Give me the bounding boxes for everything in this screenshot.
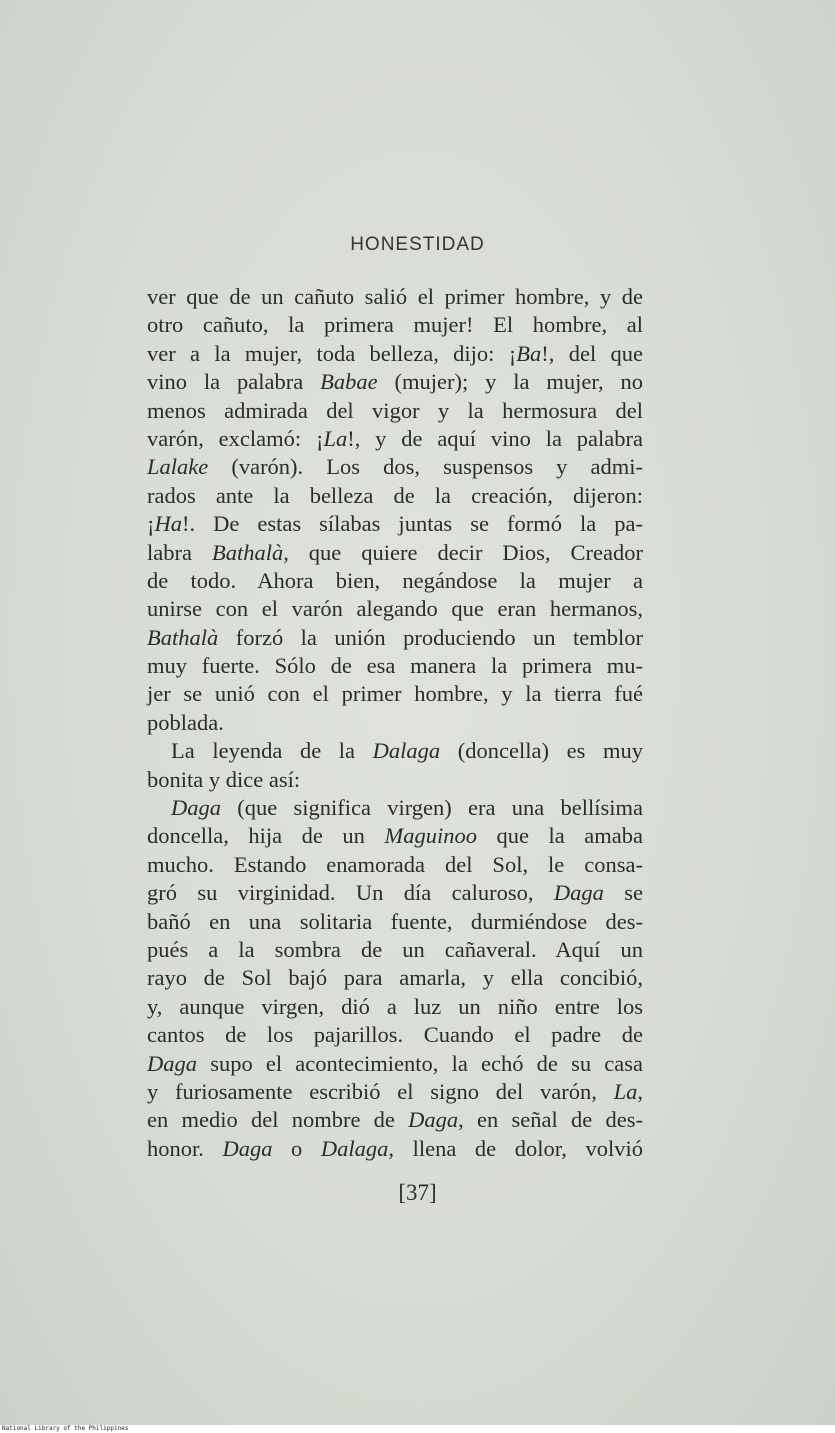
italic-term: La [323,425,348,451]
text-run: en medio del nombre de [147,1107,409,1133]
text-line [147,908,643,936]
italic-term: Daga [171,795,221,821]
text-run: rayo de Sol bajó para amarla, y ella concibió, [147,965,643,991]
text-run: que la amaba [476,823,643,849]
running-head: HONESTIDAD [350,234,485,255]
text-run: jer se unió con el primer hombre, y la tierra fué [147,681,643,707]
text-line [147,1078,643,1106]
text-run: !. De estas sílabas juntas se formó la pa- [182,511,643,537]
text-line [147,766,643,794]
italic-term: Bathalà [147,624,219,650]
text-line [147,1135,643,1163]
text-run: y, aunque virgen, dió a luz un niño entre los [147,993,643,1019]
text-run: honor. [147,1135,223,1161]
text-run: labra [147,539,212,565]
text-run: varón, exclamó: ¡ [147,425,324,451]
text-run: rados ante la belleza de la creación, dijeron: [147,482,643,508]
text-line [147,425,643,453]
text-line [147,453,643,481]
text-line [147,993,643,1021]
text-line [147,1021,643,1049]
italic-term: Daga [147,1050,197,1076]
text-run: vino la palabra [147,369,321,395]
text-run: se [603,880,643,906]
italic-term: Bathalà [211,539,284,565]
text-line [147,737,643,765]
text-run: cantos de los pajarillos. Cuando el padre de [147,1022,643,1048]
text-run: ver a la mujer, toda belleza, dijo: ¡ [147,340,517,366]
text-run: bonita y dice así: [147,766,301,792]
text-line [147,879,643,907]
text-run: ver que de un cañuto salió el primer hombre, y de [147,284,643,309]
text-run: poblada. [147,709,224,735]
text-run: La leyenda de la [171,738,373,764]
text-run: ¡ [147,511,155,537]
text-run: de todo. Ahora bien, negándose la mujer a [147,567,643,593]
text-line [147,652,643,680]
text-line [147,709,643,737]
text-run: menos admirada del vigor y la hermosura del [147,397,643,423]
text-line [147,340,643,368]
text-run: doncella, hija de un [147,823,385,849]
text-run: o [272,1135,321,1161]
text-run: !, y de aquí vino la palabra [347,425,643,451]
body-text [147,283,643,1163]
text-run: !, del que [541,340,644,366]
italic-term: Dalaga [320,1135,389,1161]
text-run: , [637,1078,643,1104]
text-run: forzó la unión produciendo un temblor [218,624,643,650]
text-line [147,624,643,652]
text-line [147,680,643,708]
italic-term: Dalaga [372,738,441,764]
text-line [147,1050,643,1078]
text-line [147,539,643,567]
text-run: supo el acontecimiento, la echó de su casa [197,1050,643,1076]
text-run: y furiosamente escribió el signo del varón, [147,1078,614,1104]
italic-term: Daga [553,880,604,906]
text-run: (varón). Los dos, suspensos y admi- [208,454,643,480]
text-line [147,1106,643,1134]
italic-term: Ha [154,511,182,537]
text-line [147,567,643,595]
text-run: , llena de dolor, volvió [388,1135,643,1161]
footer-credit: National Library of the Philippines [0,1425,835,1433]
text-run: (mujer); y la mujer, no [377,369,643,395]
text-line [147,510,643,538]
text-run: , en señal de des- [458,1107,643,1133]
italic-term: Daga [222,1135,273,1161]
text-line [147,283,643,311]
text-line [147,595,643,623]
text-run: (doncella) es muy [440,738,643,764]
page-number: [37] [398,1180,437,1205]
text-run: otro cañuto, la primera mujer! El hombre, al [147,312,643,338]
text-line [147,794,643,822]
italic-term: Lalake [147,454,209,480]
text-run: gró su virginidad. Un día caluroso, [147,880,554,906]
text-run: muy fuerte. Sólo de esa manera la primera mu- [147,653,643,679]
italic-term: Babae [320,369,378,395]
text-run: (que significa virgen) era una bellísima [221,795,643,821]
italic-term: Maguinoo [384,823,477,849]
text-line [147,851,643,879]
text-run: mucho. Estando enamorada del Sol, le consa- [147,851,643,877]
text-line [147,311,643,339]
text-run: bañó en una solitaria fuente, durmiéndose des- [147,908,643,934]
text-run: , que quiere decir Dios, Creador [283,539,643,565]
text-line [147,936,643,964]
italic-term: Daga [408,1107,459,1133]
text-run: pués a la sombra de un cañaveral. Aquí un [147,936,643,962]
text-line [147,397,643,425]
text-run: unirse con el varón alegando que eran hermanos, [147,596,643,622]
text-line [147,482,643,510]
text-line [147,822,643,850]
text-line [147,964,643,992]
italic-term: La [613,1078,638,1104]
italic-term: Ba [516,340,542,366]
text-line [147,368,643,396]
